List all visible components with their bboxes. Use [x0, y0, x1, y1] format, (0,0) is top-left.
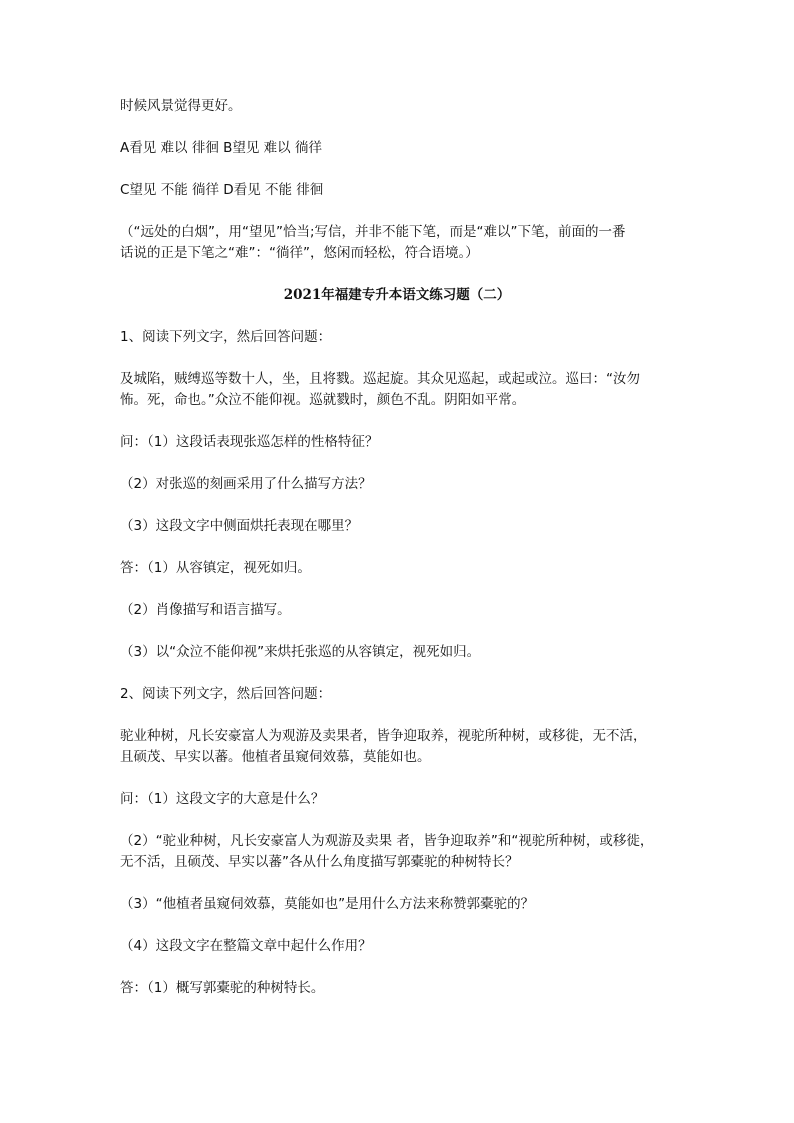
text-line: 时候风景觉得更好。: [120, 98, 242, 114]
passage-line: 驼业种树，凡长安豪富人为观游及卖果者，皆争迎取养，视驼所种树，或移徙，无不活，: [120, 728, 647, 744]
passage-line: 怖。死，命也。”众泣不能仰视。巡就戮时，颜色不乱。阴阳如平常。: [120, 392, 526, 408]
passage-line: 及城陷，贼缚巡等数十人，坐，且将戮。巡起旋。其众见巡起，或起或泣。巡曰：“汝勿: [120, 371, 640, 387]
question-line: （3）这段文字中侧面烘托表现在哪里？: [120, 518, 359, 534]
option-line-cd: C望见 不能 徜徉 D看见 不能 徘徊: [120, 182, 324, 198]
question-line: （2）“驼业种树，凡长安豪富人为观游及卖果 者，皆争迎取养”和“视驼所种树，或移徙，: [120, 833, 654, 849]
question-heading: 2、阅读下列文字，然后回答问题：: [120, 686, 332, 702]
answer-line: 答：（1）概写郭橐驼的种树特长。: [120, 980, 325, 996]
question-line: （3）“他植者虽窥伺效慕，莫能如也”是用什么方法来称赞郭橐驼的？: [120, 896, 535, 912]
answer-line: 答：（1）从容镇定，视死如归。: [120, 560, 311, 576]
passage-line: 且硕茂、早实以蕃。他植者虽窥伺效慕，莫能如也。: [120, 749, 431, 765]
question-heading: 1、阅读下列文字，然后回答问题：: [120, 329, 332, 345]
explanation-line: （“远处的白烟”，用“望见”恰当;写信，并非不能下笔，而是“难以”下笔，前面的一番: [120, 224, 626, 240]
explanation-line: 话说的正是下笔之“难”：“徜徉”，悠闲而轻松，符合语境。）: [120, 245, 479, 261]
question-line: 问：（1）这段文字的大意是什么？: [120, 791, 325, 807]
section-title: 2021年福建专升本语文练习题（二）: [283, 287, 511, 303]
question-line: 问：（1）这段话表现张巡怎样的性格特征？: [120, 434, 379, 450]
question-line: 无不活，且硕茂、早实以蕃”各从什么角度描写郭橐驼的种树特长？: [120, 854, 519, 870]
option-line-ab: A看见 难以 徘徊 B望见 难以 徜徉: [120, 140, 322, 156]
question-line: （2）对张巡的刻画采用了什么描写方法？: [120, 476, 372, 492]
question-line: （4）这段文字在整篇文章中起什么作用？: [120, 938, 372, 954]
answer-line: （3）以“众泣不能仰视”来烘托张巡的从容镇定，视死如归。: [120, 644, 481, 660]
answer-line: （2）肖像描写和语言描写。: [120, 602, 291, 618]
